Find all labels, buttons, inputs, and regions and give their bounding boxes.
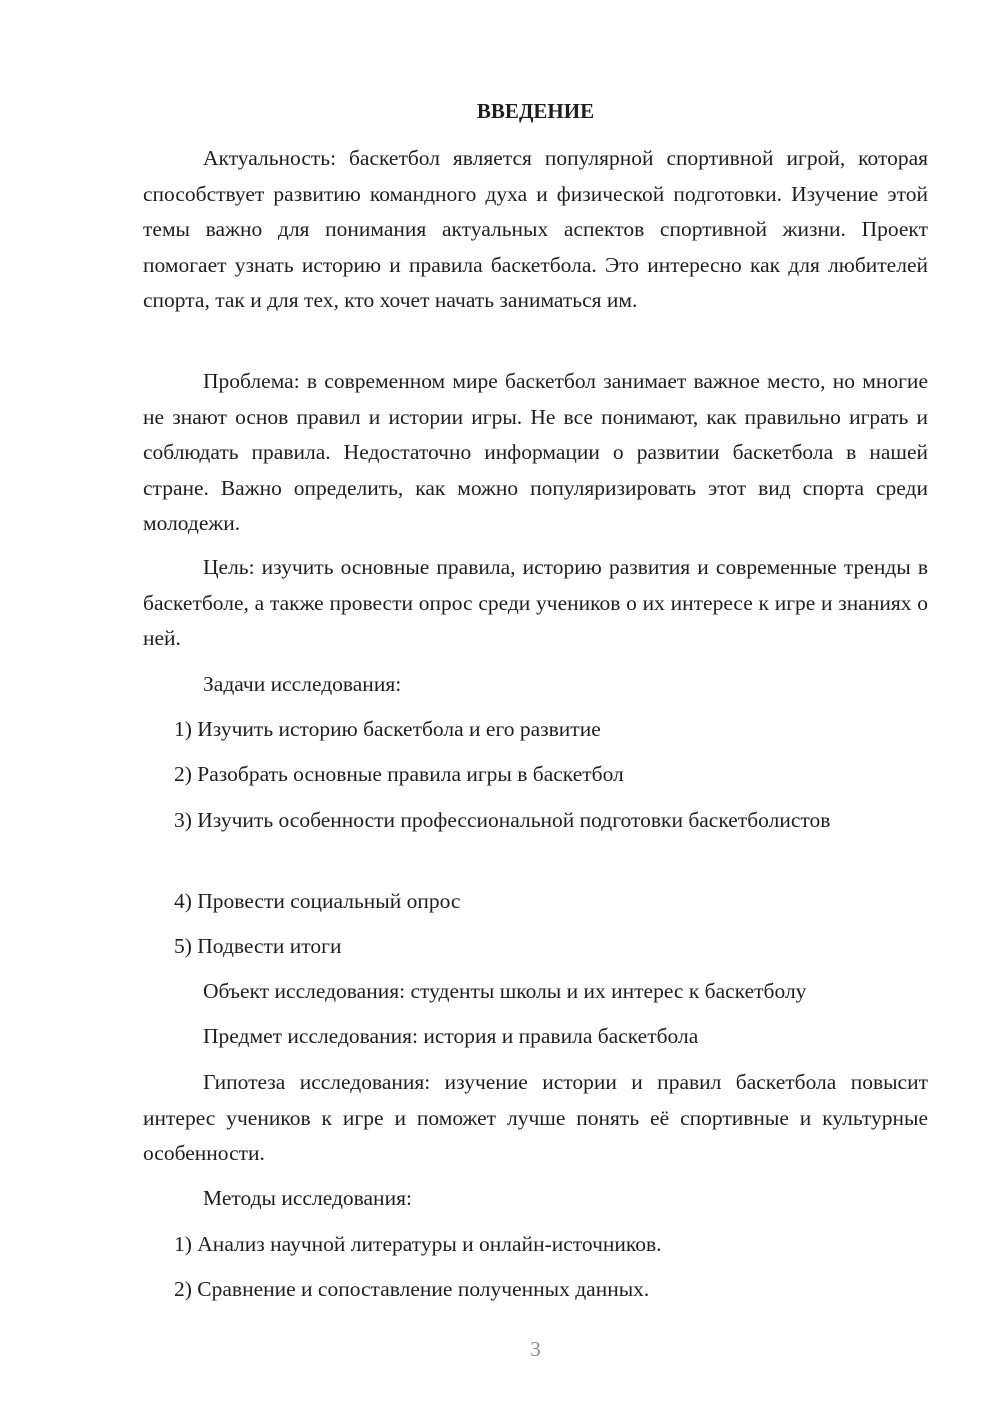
method-item-1: 1) Анализ научной литературы и онлайн-источников. bbox=[174, 1232, 662, 1256]
document-page bbox=[143, 0, 928, 1414]
relevance-paragraph: Актуальность: баскетбол является популярной спортивной игрой, которая способствует развитию командного духа и физической подготовки. Изучение этой темы важно для понимания актуальных аспектов спортивной жизни. Проект помогает узнать историю и правила баскетбола. Это интересно как для любителей спорта, так и для тех, кто хочет начать заниматься им. bbox=[143, 146, 928, 313]
task-item-2: 2) Разобрать основные правила игры в баскетбол bbox=[174, 762, 624, 786]
page-title: ВВЕДЕНИЕ bbox=[476, 99, 595, 123]
task-item-5: 5) Подвести итоги bbox=[174, 934, 342, 958]
problem-paragraph: Проблема: в современном мире баскетбол занимает важное место, но многие не знают основ правил и истории игры. Не все понимают, как правильно играть и соблюдать правила. Недостаточно информации о развитии баскетбола в нашей стране. Важно определить, как можно популяризировать этот вид спорта среди молодежи. bbox=[143, 369, 928, 536]
page-number: 3 bbox=[530, 1337, 541, 1361]
methods-heading: Методы исследования: bbox=[203, 1186, 412, 1210]
task-item-1: 1) Изучить историю баскетбола и его развитие bbox=[174, 717, 601, 741]
subject-paragraph: Предмет исследования: история и правила баскетбола bbox=[203, 1024, 699, 1048]
hypothesis-paragraph: Гипотеза исследования: изучение истории и правил баскетбола повысит интерес учеников к игре и поможет лучше понять её спортивные и культурные особенности. bbox=[143, 1070, 928, 1166]
task-item-4: 4) Провести социальный опрос bbox=[174, 889, 461, 913]
task-item-3: 3) Изучить особенности профессиональной подготовки баскетболистов bbox=[174, 808, 831, 832]
method-item-2: 2) Сравнение и сопоставление полученных данных. bbox=[174, 1277, 650, 1301]
tasks-heading: Задачи исследования: bbox=[203, 672, 402, 696]
object-paragraph: Объект исследования: студенты школы и их интерес к баскетболу bbox=[203, 979, 807, 1003]
goal-paragraph: Цель: изучить основные правила, историю развития и современные тренды в баскетболе, а также провести опрос среди учеников о их интересе к игре и знаниях о ней. bbox=[143, 555, 928, 651]
